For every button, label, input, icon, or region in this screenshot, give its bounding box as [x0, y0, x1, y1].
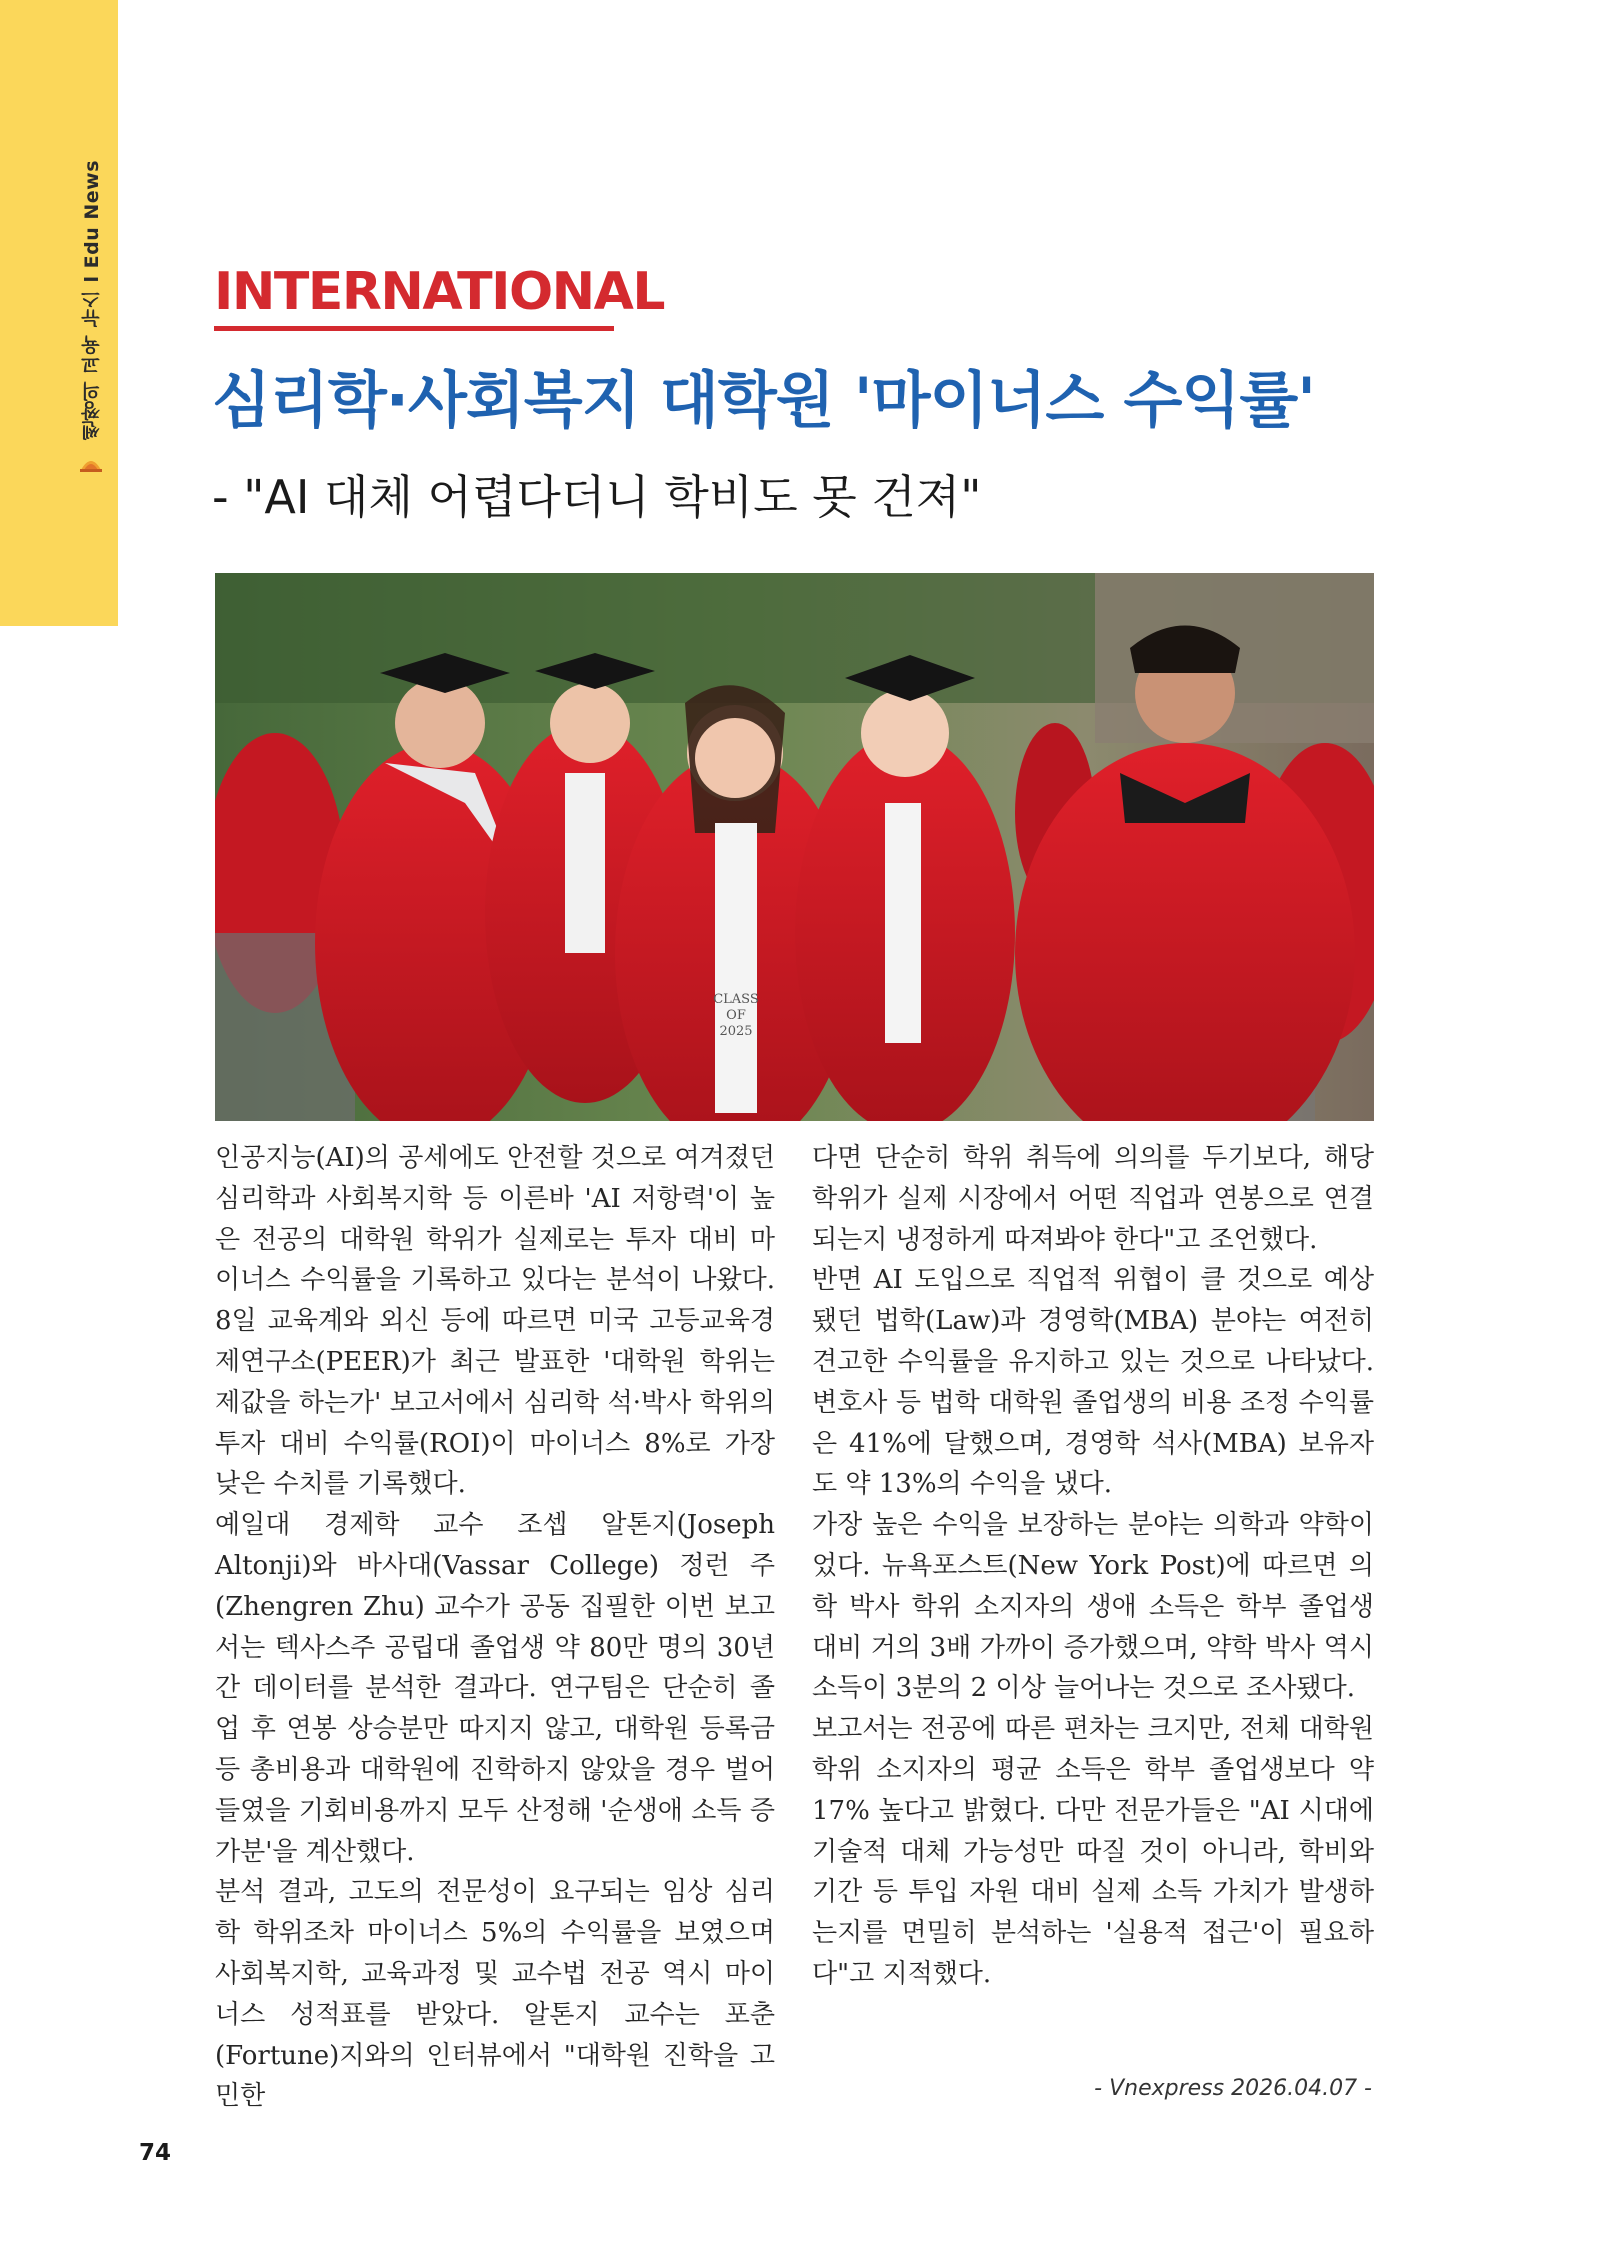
page-subtitle: - "AI 대체 어렵다더니 학비도 못 건져" — [212, 470, 982, 524]
article-paragraph: 인공지능(AI)의 공세에도 안전할 것으로 여겨졌던 심리학과 사회복지학 등 이른바 'AI 저항력'이 높은 전공의 대학원 학위가 실제로는 투자 대비 마이너스 수익률을 기록하고 있다는 분석이 나왔다. 8일 교육계와 외신 등에 따르면 미국 고등교육경제연구소(PEER)가 최근 발표한 '대학원 학위는 제값을 하는가' 보고서에서 심리학 석·박사 학위의 투자 대비 수익률(ROI)이 마이너스 8%로 가장 낮은 수치를 기록했다. — [215, 1143, 775, 1500]
sidebar-label: 쎈짱의 교육 뉴스 l Edu News — [80, 160, 103, 441]
section-label: INTERNATIONAL — [214, 262, 665, 322]
sash-text-line: 2025 — [719, 1024, 753, 1039]
graduation-photo — [215, 573, 1374, 1121]
article-column-right — [812, 1138, 1374, 1995]
sun-logo-icon — [78, 450, 104, 474]
section-underline — [214, 326, 614, 331]
page-title: 심리학·사회복지 대학원 '마이너스 수익률' — [212, 365, 1315, 436]
article-paragraph: 반면 AI 도입으로 직업적 위협이 클 것으로 예상됐던 법학(Law)과 경영학(MBA) 분야는 여전히 견고한 수익률을 유지하고 있는 것으로 나타났다. 변호사 등 법학 대학원 졸업생의 비용 조정 수익률은 41%에 달했으며, 경영학 석사(MBA) 보유자도 약 13%의 수익을 냈다. — [812, 1265, 1374, 1500]
article-paragraph: 다면 단순히 학위 취득에 의의를 두기보다, 해당 학위가 실제 시장에서 어떤 직업과 연봉으로 연결되는지 냉정하게 따져봐야 한다"고 조언했다. — [812, 1143, 1374, 1255]
article-source: - Vnexpress 2026.04.07 - — [1094, 2076, 1372, 2101]
article-paragraph: 보고서는 전공에 따른 편차는 크지만, 전체 대학원 학위 소지자의 평균 소득은 학부 졸업생보다 약 17% 높다고 밝혔다. 다만 전문가들은 "AI 시대에 기술적 대체 가능성만 따질 것이 아니라, 학비와 기간 등 투입 자원 대비 실제 소득 가치가 발생하는지를 면밀히 분석하는 '실용적 접근'이 필요하다"고 지적했다. — [812, 1714, 1374, 1989]
article-paragraph: 가장 높은 수익을 보장하는 분야는 의학과 약학이었다. 뉴욕포스트(New York Post)에 따르면 의학 박사 학위 소지자의 생애 소득은 학부 졸업생 대비 거의 3배 가까이 증가했으며, 약학 박사 역시 소득이 3분의 2 이상 늘어나는 것으로 조사됐다. — [812, 1510, 1374, 1704]
page-number: 74 — [139, 2140, 172, 2166]
sash-text-line: CLASS — [713, 992, 759, 1007]
sidebar — [74, 160, 108, 490]
article-column-left — [215, 1138, 775, 2117]
sash-text-line: OF — [726, 1008, 746, 1023]
article-paragraph: 예일대 경제학 교수 조셉 알톤지(Joseph Altonji)와 바사대(Vassar College) 정런 주(Zhengren Zhu) 교수가 공동 집필한 이번 보고서는 텍사스주 공립대 졸업생 약 80만 명의 30년간 데이터를 분석한 결과다. 연구팀은 단순히 졸업 후 연봉 상승분만 따지지 않고, 대학원 등록금 등 총비용과 대학원에 진학하지 않았을 경우 벌어들였을 기회비용까지 모두 산정해 '순생애 소득 증가분'을 계산했다. — [215, 1510, 775, 1867]
article-paragraph: 분석 결과, 고도의 전문성이 요구되는 임상 심리학 학위조차 마이너스 5%의 수익률을 보였으며 사회복지학, 교육과정 및 교수법 전공 역시 마이너스 성적표를 받았다. 알톤지 교수는 포춘(Fortune)지와의 인터뷰에서 "대학원 진학을 고민한 — [215, 1877, 775, 2112]
